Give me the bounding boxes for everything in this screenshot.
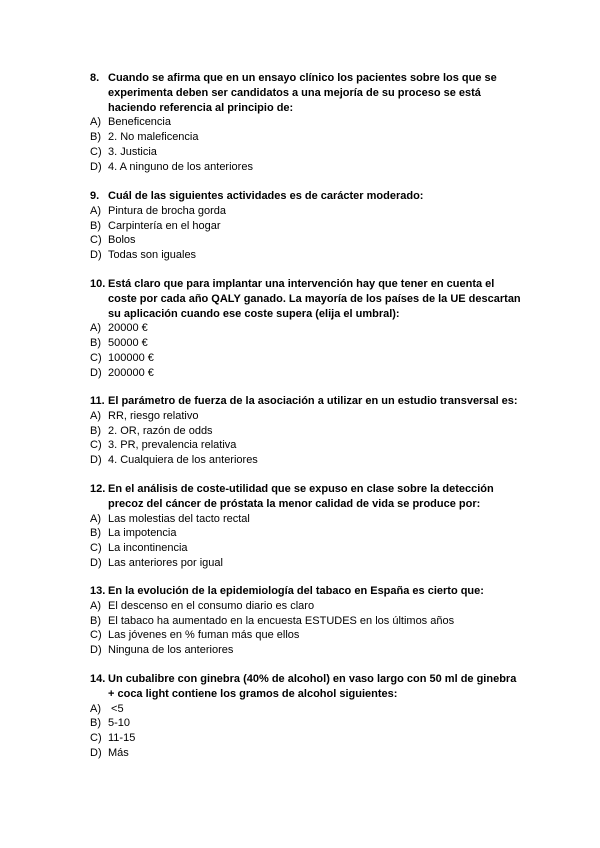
option-letter: A) <box>90 599 101 612</box>
question-line <box>90 71 530 86</box>
option-c <box>90 628 530 643</box>
option-d <box>90 160 530 175</box>
option-a <box>90 599 530 614</box>
option-a <box>90 409 530 424</box>
option-text: Las jóvenes en % fuman más que ellos <box>108 629 300 642</box>
option-text: 3. Justicia <box>108 145 157 158</box>
option-a <box>90 512 530 527</box>
option-letter: B) <box>90 614 101 627</box>
option-letter: B) <box>90 717 101 730</box>
option-text: Ninguna de los anteriores <box>108 644 234 657</box>
option-letter: B) <box>90 527 101 540</box>
question-14 <box>90 672 530 761</box>
question-number: 12. <box>90 483 106 495</box>
option-text: El tabaco ha aumentado en la encuesta ESTUDES en los últimos años <box>108 614 455 627</box>
option-text: La incontinencia <box>108 542 188 555</box>
option-text: 4. A ninguno de los anteriores <box>108 160 253 173</box>
option-b <box>90 614 530 629</box>
question-13 <box>90 584 530 658</box>
question-line <box>90 497 530 512</box>
option-text: 200000 € <box>108 366 154 379</box>
question-text: su aplicación cuando ese coste supera (elija el umbral): <box>108 307 400 320</box>
question-text: haciendo referencia al principio de: <box>108 101 294 114</box>
option-a <box>90 321 530 336</box>
question-number: 14. <box>90 673 106 685</box>
question-text: Cuál de las siguientes actividades es de carácter moderado: <box>108 190 424 202</box>
option-text: Todas son iguales <box>108 249 197 262</box>
option-a <box>90 204 530 219</box>
question-text: En la evolución de la epidemiología del tabaco en España es cierto que: <box>108 585 484 597</box>
option-text: Beneficencia <box>108 116 171 129</box>
option-letter: C) <box>90 629 102 642</box>
option-text: 100000 € <box>108 351 154 364</box>
option-letter: B) <box>90 131 101 144</box>
option-text: Las molestias del tacto rectal <box>108 512 250 525</box>
question-text: En el análisis de coste-utilidad que se expuso en clase sobre la detección <box>108 483 494 495</box>
option-b <box>90 526 530 541</box>
question-text: + coca light contiene los gramos de alcohol siguientes: <box>108 687 398 700</box>
question-line <box>90 672 530 687</box>
question-text: Está claro que para implantar una intervención hay que tener en cuenta el <box>108 278 495 290</box>
question-9 <box>90 189 530 263</box>
option-letter: D) <box>90 644 102 657</box>
option-text: Pintura de brocha gorda <box>108 204 227 217</box>
question-number: 9. <box>90 190 100 202</box>
option-letter: C) <box>90 145 102 158</box>
option-b <box>90 716 530 731</box>
option-text: 2. OR, razón de odds <box>108 424 213 437</box>
option-letter: C) <box>90 351 102 364</box>
question-number: 11. <box>90 395 105 407</box>
option-c <box>90 541 530 556</box>
option-letter: D) <box>90 160 102 173</box>
option-text: 4. Cualquiera de los anteriores <box>108 454 258 467</box>
option-c <box>90 233 530 248</box>
option-letter: C) <box>90 732 102 745</box>
question-10 <box>90 277 530 381</box>
option-letter: D) <box>90 746 102 759</box>
option-letter: D) <box>90 366 102 379</box>
option-letter: B) <box>90 337 101 350</box>
option-d <box>90 643 530 658</box>
question-line <box>90 277 530 292</box>
option-letter: A) <box>90 322 101 335</box>
option-text: RR, riesgo relativo <box>108 409 199 422</box>
question-line <box>90 292 530 307</box>
option-d <box>90 366 530 381</box>
option-d <box>90 746 530 761</box>
option-letter: A) <box>90 702 101 715</box>
option-text: 11-15 <box>108 732 136 745</box>
question-text: Cuando se afirma que en un ensayo clínico los pacientes sobre los que se <box>108 72 497 84</box>
question-text: precoz del cáncer de próstata la menor calidad de vida se produce por: <box>108 497 481 510</box>
option-c <box>90 438 530 453</box>
option-b <box>90 219 530 234</box>
option-letter: B) <box>90 424 101 437</box>
question-line <box>90 86 530 101</box>
question-8 <box>90 71 530 175</box>
option-c <box>90 145 530 160</box>
question-line <box>90 482 530 497</box>
question-line <box>90 101 530 116</box>
option-text: La impotencia <box>108 527 177 540</box>
question-line <box>90 307 530 322</box>
question-12 <box>90 482 530 571</box>
option-d <box>90 556 530 571</box>
question-number: 8. <box>90 72 100 84</box>
question-line <box>90 584 530 599</box>
option-letter: A) <box>90 204 101 217</box>
option-d <box>90 248 530 263</box>
option-letter: D) <box>90 454 102 467</box>
option-text: Las anteriores por igual <box>108 556 223 569</box>
option-letter: D) <box>90 556 102 569</box>
option-letter: A) <box>90 409 101 422</box>
option-b <box>90 130 530 145</box>
option-c <box>90 731 530 746</box>
option-d <box>90 453 530 468</box>
option-text: 3. PR, prevalencia relativa <box>108 439 237 452</box>
question-11 <box>90 394 530 468</box>
option-text: 20000 € <box>108 322 148 335</box>
question-text: El parámetro de fuerza de la asociación a utilizar en un estudio transversal es: <box>108 395 518 407</box>
option-b <box>90 424 530 439</box>
option-letter: C) <box>90 542 102 555</box>
option-c <box>90 351 530 366</box>
option-text: <5 <box>108 702 124 715</box>
option-b <box>90 336 530 351</box>
option-text: 2. No maleficencia <box>108 131 199 144</box>
option-letter: C) <box>90 234 102 247</box>
option-a <box>90 115 530 130</box>
option-letter: B) <box>90 219 101 232</box>
option-text: El descenso en el consumo diario es claro <box>108 599 315 612</box>
question-number: 10. <box>90 278 106 290</box>
question-text: coste por cada año QALY ganado. La mayoría de los países de la UE descartan <box>108 292 521 305</box>
option-letter: D) <box>90 249 102 262</box>
option-letter: C) <box>90 439 102 452</box>
question-line <box>90 189 530 204</box>
option-text: 5-10 <box>108 717 131 730</box>
question-number: 13. <box>90 585 106 597</box>
question-text: experimenta deben ser candidatos a una mejoría de su proceso se está <box>108 86 481 99</box>
option-a <box>90 702 530 717</box>
question-text: Un cubalibre con ginebra (40% de alcohol) en vaso largo con 50 ml de ginebra <box>108 673 517 685</box>
question-line <box>90 394 530 409</box>
option-text: Bolos <box>108 234 136 247</box>
question-line <box>90 687 530 702</box>
option-text: 50000 € <box>108 337 148 350</box>
option-text: Más <box>108 746 129 759</box>
option-letter: A) <box>90 116 101 129</box>
option-letter: A) <box>90 512 101 525</box>
option-text: Carpintería en el hogar <box>108 219 221 232</box>
